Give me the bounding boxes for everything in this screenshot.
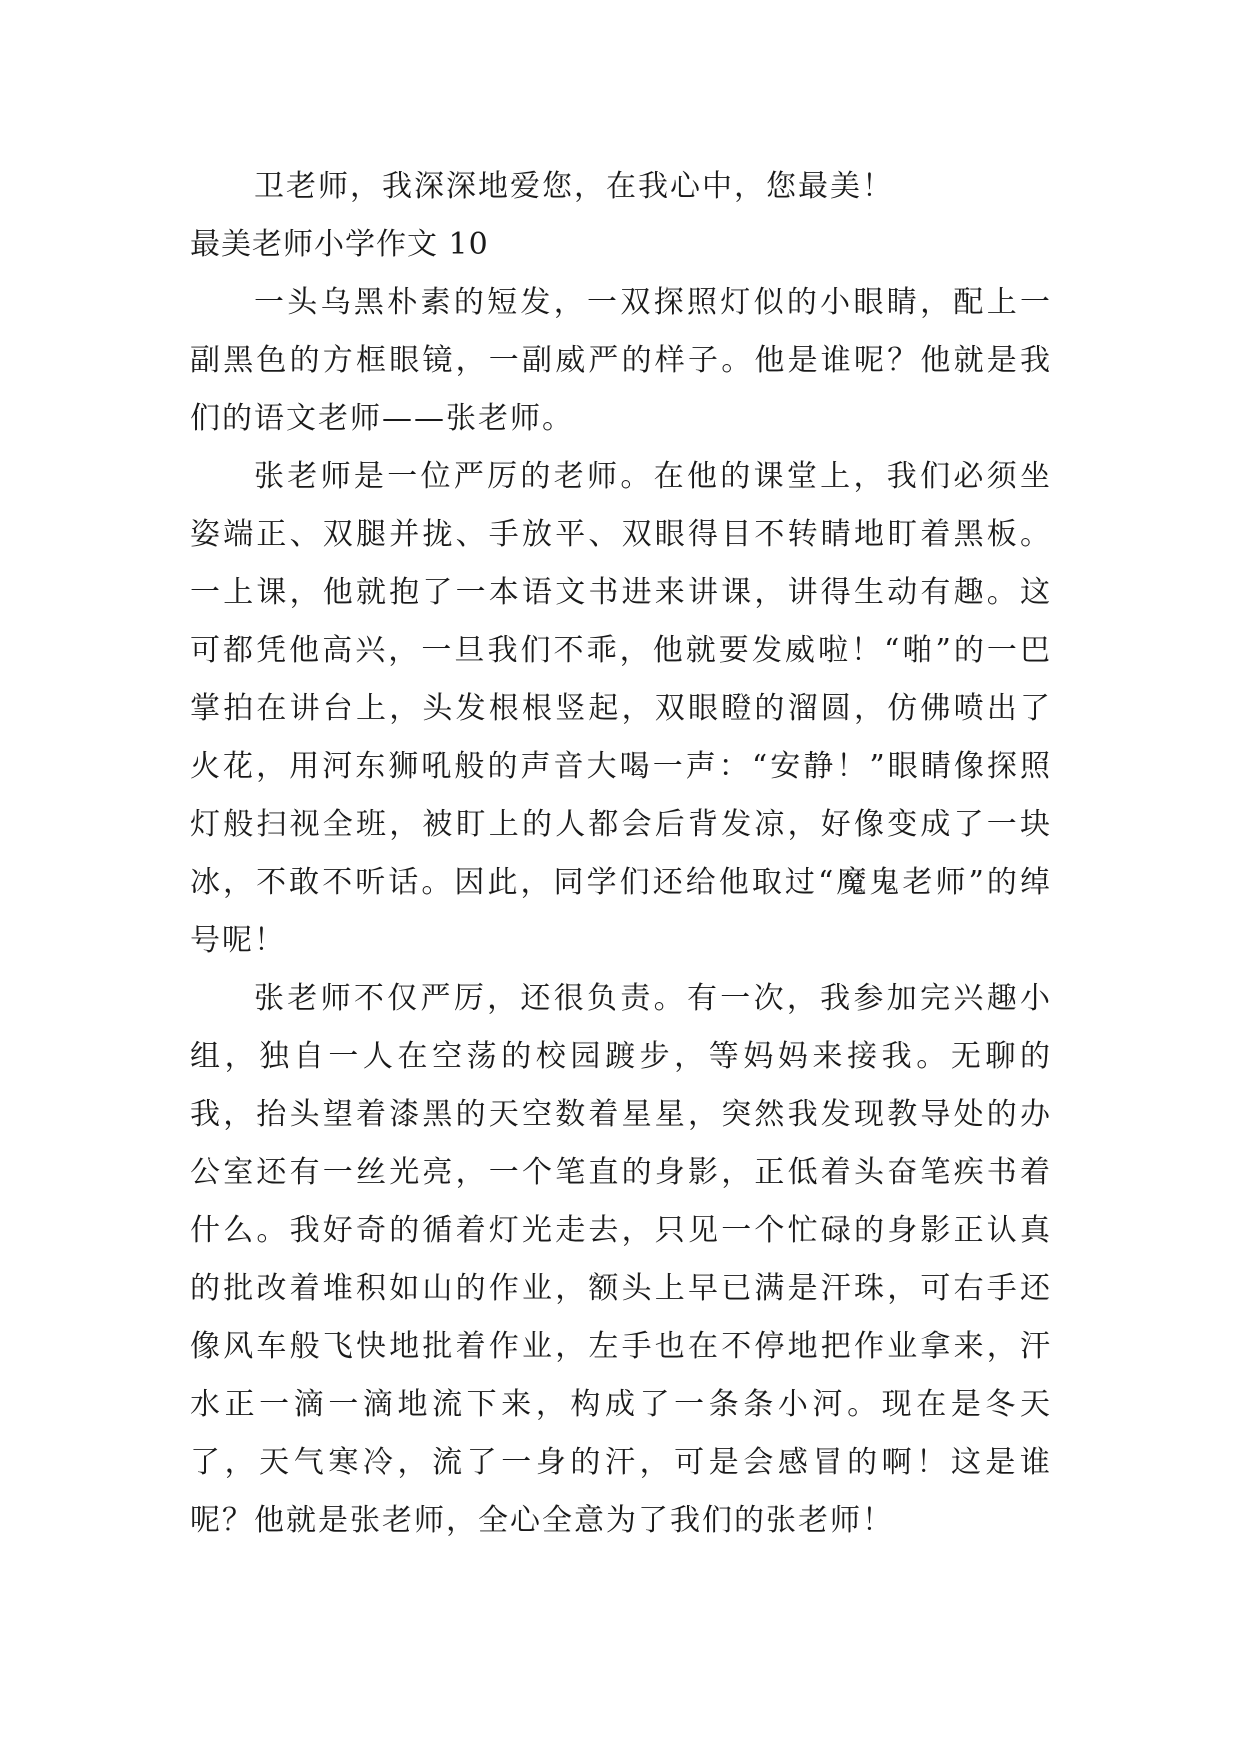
paragraph-1: 一头乌黑朴素的短发，一双探照灯似的小眼睛，配上一副黑色的方框眼镜，一副威严的样子。他是谁呢？他就是我们的语文老师——张老师。	[190, 285, 1052, 436]
section-title: 最美老师小学作文 10	[190, 227, 489, 262]
lead-line: 卫老师，我深深地爱您，在我心中，您最美！	[254, 169, 894, 204]
paragraph-2: 张老师是一位严厉的老师。在他的课堂上，我们必须坐姿端正、双腿并拢、手放平、双眼得目不转睛地盯着黑板。一上课，他就抱了一本语文书进来讲课，讲得生动有趣。这可都凭他高兴，一旦我们不乖，他就要发威啦！“啪”的一巴掌拍在讲台上，头发根根竖起，双眼瞪的溜圆，仿佛喷出了火花，用河东狮吼般的声音大喝一声：“安静！”眼睛像探照灯般扫视全班，被盯上的人都会后背发凉，好像变成了一块冰，不敢不听话。因此，同学们还给他取过“魔鬼老师”的绰号呢！	[190, 459, 1052, 958]
document-body	[190, 158, 1052, 1550]
paragraph-3: 张老师不仅严厉，还很负责。有一次，我参加完兴趣小组，独自一人在空荡的校园踱步，等妈妈来接我。无聊的我，抬头望着漆黑的天空数着星星，突然我发现教导处的办公室还有一丝光亮，一个笔直的身影，正低着头奋笔疾书着什么。我好奇的循着灯光走去，只见一个忙碌的身影正认真的批改着堆积如山的作业，额头上早已满是汗珠，可右手还像风车般飞快地批着作业，左手也在不停地把作业拿来，汗水正一滴一滴地流下来，构成了一条条小河。现在是冬天了，天气寒冷，流了一身的汗，可是会感冒的啊！这是谁呢？他就是张老师，全心全意为了我们的张老师！	[190, 981, 1052, 1538]
